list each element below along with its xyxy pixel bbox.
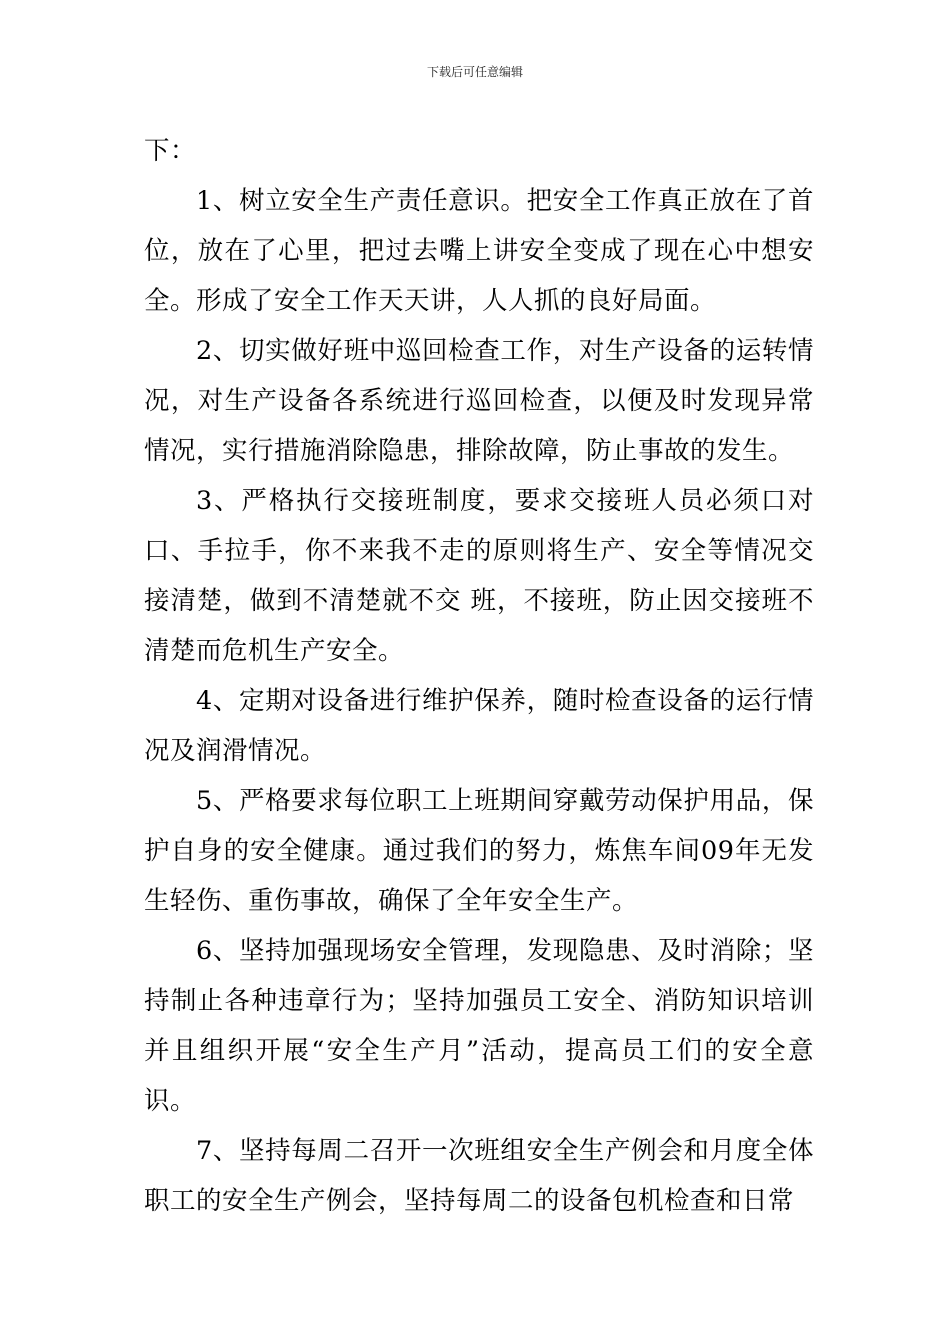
paragraph-4: 4、定期对设备进行维护保养，随时检查设备的运行情况及润滑情况。 <box>144 686 814 766</box>
paragraph-5: 5、严格要求每位职工上班期间穿戴劳动保护用品，保护自身的安全健康。通过我们的努力，炼焦车间09年无发生轻伤、重伤事故，确保了全年安全生产。 <box>144 786 814 916</box>
paragraph-1: 1、树立安全生产责任意识。把安全工作真正放在了首位，放在了心里，把过去嘴上讲安全变成了现在心中想安全。形成了安全工作天天讲，人人抓的良好局面。 <box>144 186 814 316</box>
paragraph-7: 7、坚持每周二召开一次班组安全生产例会和月度全体职工的安全生产例会，坚持每周二的设备包机检查和日常 <box>144 1136 814 1216</box>
paragraph-3: 3、严格执行交接班制度，要求交接班人员必须口对口、手拉手，你不来我不走的原则将生产、安全等情况交接清楚，做到不清楚就不交 班，不接班，防止因交接班不清楚而危机生产安全。 <box>144 486 814 666</box>
page-header <box>0 64 950 80</box>
paragraph-6: 6、坚持加强现场安全管理，发现隐患、及时消除；坚持制止各种违章行为；坚持加强员工安全、消防知识培训并且组织开展“安全生产月”活动，提高员工们的安全意识。 <box>144 936 814 1116</box>
lead-in-text: 下： <box>144 136 197 166</box>
document-body <box>144 126 814 1226</box>
paragraph-2: 2、切实做好班中巡回检查工作，对生产设备的运转情况，对生产设备各系统进行巡回检查，以便及时发现异常情况，实行措施消除隐患，排除故障，防止事故的发生。 <box>144 336 814 466</box>
header-note: 下载后可任意编辑 <box>426 65 523 79</box>
